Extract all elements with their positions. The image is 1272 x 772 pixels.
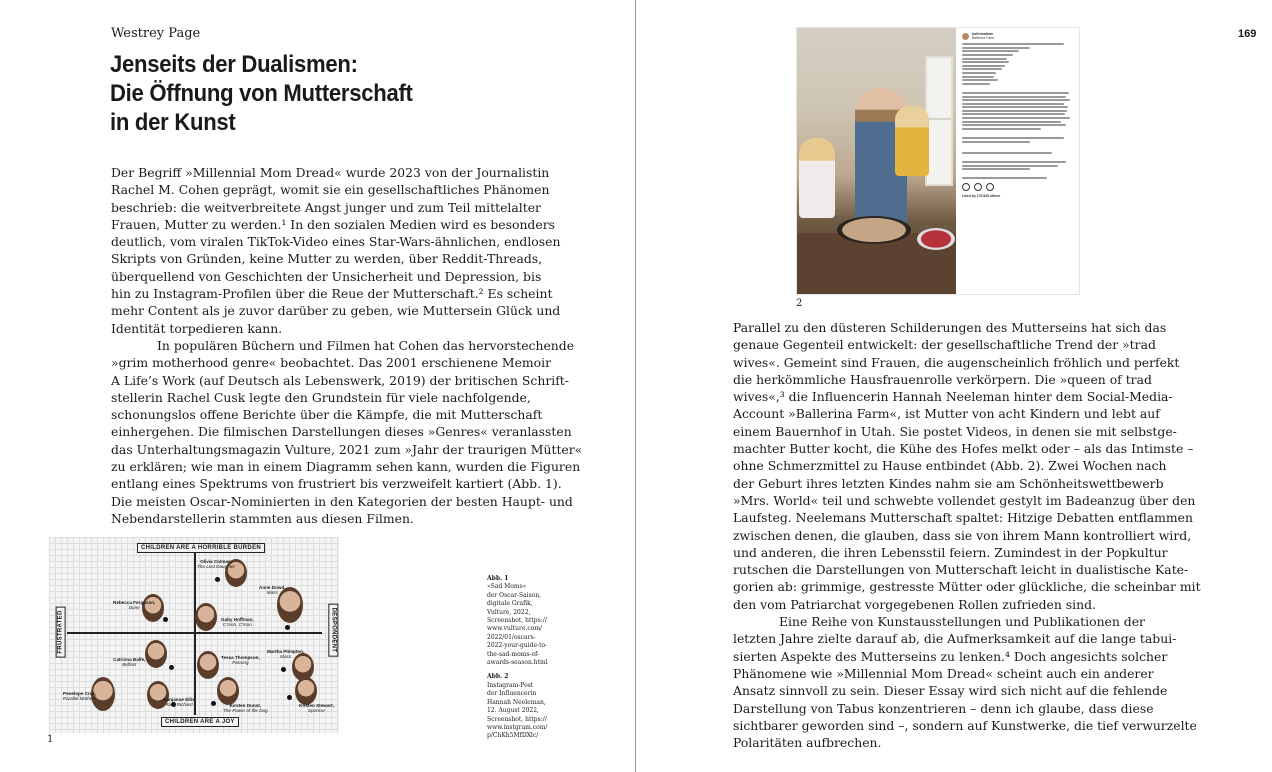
portrait-kirsten-dunst	[217, 677, 239, 705]
text-line: einem Bauernhof in Utah. Sie postet Videos, in denen sie mit selbstge-	[733, 423, 1177, 439]
text-line: Die meisten Oscar-Nominierten in den Kategorien der besten Haupt- und	[111, 493, 573, 509]
label-kristen-stewart: Kristen Stewart, Spencer	[299, 703, 334, 714]
title-line: in der Kunst	[110, 109, 236, 136]
label-gaby-hoffman: Gaby Hoffman, C'mon, C'mon	[221, 617, 254, 628]
plot-point	[215, 577, 220, 582]
text-line: »grim motherhood genre« beobachtet. Das 2001 erschienene Memoir	[111, 355, 552, 371]
title-line: Jenseits der Dualismen:	[110, 51, 358, 78]
text-line: Darstellung von Tabus konzentrieren – denn ich glaube, dass diese	[733, 700, 1154, 716]
caption-line: 2022-your-guide-to-	[487, 642, 548, 650]
text-line: In populären Büchern und Filmen hat Cohen das hervorstechende	[157, 337, 575, 353]
text-line: die herkömmliche Hausfrauenrolle verkörpern. Die »queen of trad	[733, 371, 1152, 387]
horizontal-axis	[67, 632, 322, 634]
body-text-left	[111, 164, 583, 527]
caption-line: 2022/01/oscars-	[487, 633, 536, 641]
text-line: Phänomene wie »Millennial Mom Dread« scheint auch ein anderer	[733, 665, 1154, 681]
axis-label-right: DESPONDENT	[328, 604, 338, 657]
text-line: ohne Schmerzmittel zu Hause entbindet (Abb. 2). Zwei Wochen nach	[733, 458, 1167, 474]
text-line: mehr Content als je zuvor darüber zu geben, wie Muttersein Glück und	[111, 303, 561, 319]
caption-line: Instagram-Post	[487, 681, 534, 689]
title-line: Die Öffnung von Mutterschaft	[110, 80, 413, 107]
text-line: letzten Jahre zielte darauf ab, die Aufmerksamkeit auf die lange tabui-	[733, 631, 1177, 647]
text-line: sierten Aspekte des Mutterseins zu lenken.⁴ Doch angesichts solcher	[733, 648, 1168, 664]
instagram-screenshot	[796, 27, 1080, 295]
caption-line: der Influencerin	[487, 690, 537, 698]
text-line: zwischen denen, die glauben, dass sie von ihrem Mann kontrolliert wird,	[733, 527, 1192, 543]
author-name: Westrey Page	[111, 26, 201, 41]
caption-line: Screenshot, https://	[487, 715, 547, 723]
text-line: Der Begriff »Millennial Mom Dread« wurde 2023 von der Journalistin	[111, 165, 550, 180]
window	[925, 56, 953, 186]
text-line: schonungslos offene Berichte über die Kämpfe, die mit Mutterschaft	[111, 407, 543, 423]
label-olivia-colman: Olivia Colman, The Lost Daughter	[197, 559, 236, 570]
text-line: Ansatz sinnvoll zu sein. Dieser Essay wird sich nicht auf die fehlende	[733, 683, 1168, 699]
text-line: sichtbarer geworden sind –, sondern auf Kunstwerke, die tief verwurzelte	[733, 717, 1197, 733]
plot-point	[211, 701, 216, 706]
caption-line: awards-season.html	[487, 659, 548, 667]
figure-captions	[487, 575, 557, 741]
axis-label-bottom: CHILDREN ARE A JOY	[161, 717, 239, 727]
share-icon[interactable]	[986, 183, 994, 191]
plot-point	[169, 665, 174, 670]
caption-line: Vulture, 2022,	[487, 608, 531, 616]
text-line: rutschen die Darstellungen von Mutterschaft leicht in dualistische Kate-	[733, 562, 1189, 578]
plot-point	[163, 617, 168, 622]
vertical-axis	[194, 553, 196, 715]
label-martha-plimpton: Martha Plimpton, Mass	[267, 649, 305, 660]
caption-line: the-sad-moms-of-	[487, 650, 540, 658]
text-line: Skripts von Gründen, keine Mutter zu werden, über Reddit-Threads,	[111, 251, 543, 267]
child-figure	[799, 138, 835, 218]
caption-line: digitale Grafik,	[487, 600, 533, 608]
text-line: genaue Gegenteil entwickelt: der gesellschaftliche Trend der »trad	[733, 337, 1156, 353]
text-line: entlang eines Spektrums von frustriert bis verzweifelt kartiert (Abb. 1).	[111, 476, 562, 492]
text-line: stellerin Rachel Cusk legte den Grundstein für viele nachfolgende,	[111, 389, 531, 405]
text-line: Identität torpedieren kann.	[111, 320, 283, 336]
caption-line: »Sad Moms«	[487, 583, 527, 591]
text-line: gorien ab: grimmige, gestresste Mütter oder glückliche, die scheinbar mit	[733, 579, 1201, 595]
caption-line: Hannah Neeleman,	[487, 698, 546, 706]
text-line: und anderen, die ihren Lebensstil feiern. Zumindest in der Popkultur	[733, 544, 1168, 560]
text-line: den vom Patriarchat vorgegebenen Rollen zufrieden sind.	[733, 596, 1096, 612]
portrait-gaby-hoffman	[195, 603, 217, 631]
avatar	[962, 33, 969, 40]
text-line: Rachel M. Cohen geprägt, womit sie ein gesellschaftliches Phänomen	[111, 182, 550, 198]
text-line: beschrieb: die weitverbreitete Angst junger und zum Teil mittelalter	[111, 199, 541, 215]
caption-line: 12. August 2022,	[487, 707, 539, 715]
text-line: der Geburt ihres letzten Kindes nahm sie am Schönheitswettbewerb	[733, 475, 1164, 491]
text-line: hin zu Instagram-Profilen über die Reue der Mutterschaft.² Es scheint	[111, 286, 553, 302]
post-actions	[962, 183, 1075, 191]
text-line: »Mrs. World« teil und schwebte vollendet gestylt im Badeanzug über den	[733, 492, 1196, 508]
post-username: ballerinafarm	[972, 32, 994, 36]
figure-1-number: 1	[47, 734, 54, 745]
axis-label-left: FRUSTRATED	[56, 606, 66, 657]
text-line: überquellend von Geschichten der Unsicherheit und Depression, bis	[111, 268, 542, 284]
article-title	[110, 50, 496, 137]
label-rebecca-ferguson: Rebecca Ferguson, Dune	[113, 600, 156, 611]
portrait-kristen-stewart	[295, 677, 317, 705]
label-tessa-thompson: Tessa Thompson, Passing	[221, 655, 260, 666]
text-line: zu erklären; wie man in einem Diagramm sehen kann, wurden die Figuren	[111, 459, 581, 475]
text-line: Eine Reihe von Kunstausstellungen und Publikationen der	[779, 614, 1145, 630]
comment-icon[interactable]	[974, 183, 982, 191]
skillet	[837, 216, 911, 244]
text-line: das Unterhaltungsmagazin Vulture, 2021 zum »Jahr der traurigen Mütter«	[111, 441, 583, 457]
text-line: Account »Ballerina Farm«, ist Mutter von acht Kindern und lebt auf	[733, 406, 1160, 422]
sad-moms-diagram	[49, 537, 339, 733]
label-catriona-balfe: Catriona Balfe, Belfast	[113, 657, 146, 668]
instagram-post-panel	[956, 28, 1080, 295]
caption-line: der Oscar-Saison,	[487, 591, 542, 599]
plot-point	[281, 667, 286, 672]
axis-label-top: CHILDREN ARE A HORRIBLE BURDEN	[137, 543, 265, 553]
portrait-catriona-balfe	[145, 640, 167, 668]
label-penelope-cruz: Penelope Cruz, Parallel Mothers	[63, 691, 97, 702]
text-line: Parallel zu den düsteren Schilderungen des Mutterseins hat sich das	[733, 320, 1167, 335]
text-line: wives«,³ die Influencerin Hannah Neeleman hinter dem Social-Media-	[733, 389, 1173, 405]
label-anne-dowd: Anne Dowd, Mass	[259, 585, 286, 596]
text-line: Laufsteg. Neelemans Mutterschaft spaltet: Hitzige Debatten entflammen	[733, 510, 1193, 526]
text-line: Frauen, Mutter zu werden.¹ In den sozialen Medien wird es besonders	[111, 216, 555, 232]
text-line: Nebendarstellerin stammten aus diesen Filmen.	[111, 510, 414, 526]
text-line: machter Butter kocht, die Kühe des Hofes melkt oder – als das Intimste –	[733, 441, 1194, 457]
text-line: einhergehen. Die filmischen Darstellungen dieses »Genres« veranlassten	[111, 424, 572, 440]
portrait-tessa-thompson	[197, 651, 219, 679]
body-text-right	[733, 319, 1201, 751]
plot-point	[285, 625, 290, 630]
plot-point	[287, 695, 292, 700]
text-line: wives«. Gemeint sind Frauen, die augenscheinlich fröhlich und perfekt	[733, 354, 1180, 370]
post-location: Ballerina Farm	[972, 36, 995, 41]
berry-bowl	[917, 228, 955, 250]
caption-line: www.vulture.com/	[487, 625, 543, 633]
text-line: Polaritäten aufbrechen.	[733, 735, 882, 751]
likes-count: Liked by 170,526 others	[962, 194, 1001, 199]
label-kirsten-dunst: Kirsten Dunst, The Power of the Dog	[223, 703, 268, 714]
figure-2-number: 2	[796, 298, 803, 309]
caption-heading: Abb. 1	[487, 575, 509, 582]
child-figure	[895, 106, 929, 176]
text-line: deutlich, vom viralen TikTok-Video eines Star-Wars-ähnlichen, endlosen	[111, 234, 561, 250]
post-header	[962, 32, 1075, 40]
caption-line: Screenshot, https://	[487, 617, 547, 625]
heart-icon[interactable]	[962, 183, 970, 191]
kitchen-photo	[797, 28, 956, 295]
caption-line: p/ChKh5MfDXlc/	[487, 732, 539, 740]
caption-line: www.instgram.com/	[487, 723, 548, 731]
text-line: A Life’s Work (auf Deutsch als Lebenswerk, 2019) der britischen Schrift-	[111, 372, 569, 388]
page-number: 169	[1238, 28, 1257, 40]
label-aunjanue-ellis: Aunjanue Ellis, King Richard	[163, 697, 196, 708]
caption-heading: Abb. 2	[487, 673, 509, 681]
